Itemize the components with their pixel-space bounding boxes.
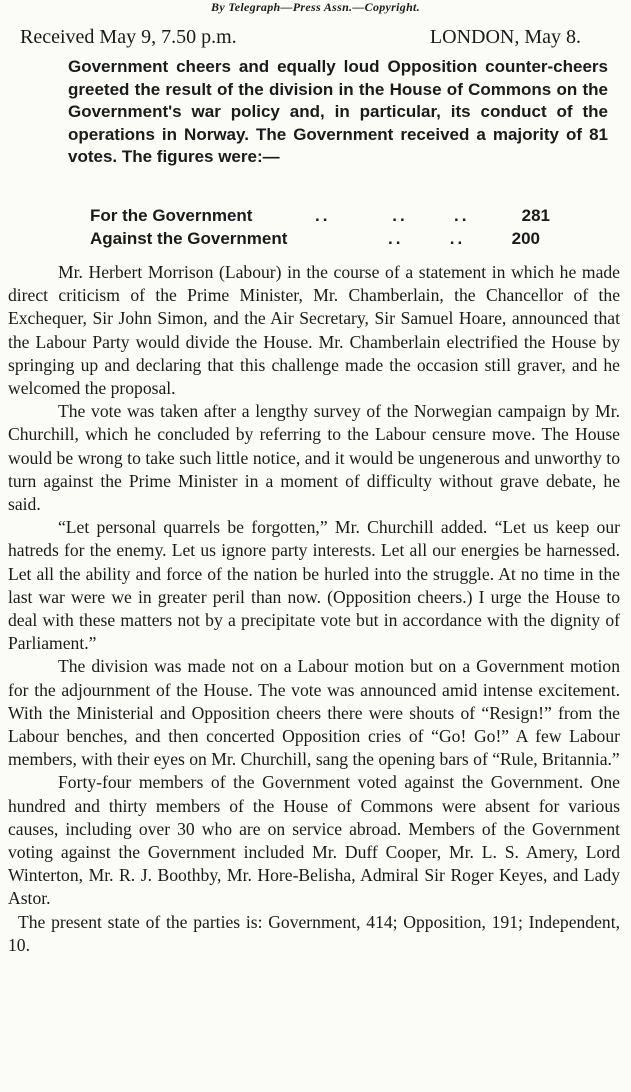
vote-count: 281	[521, 206, 550, 225]
paragraph: Mr. Herbert Morrison (Labour) in the course of a statement in which he made direct criticism of the Prime Minister, Mr. Chamberlain, the Chancellor of the Exchequer, Sir John Simon, and the Air Secretary, Sir Samuel Hoare, announced that the Labour Party would divide the House. Mr. Chamberlain electrified the House by springing up and declaring that this challenge made the occasion still graver, and he welcomed the proposal.	[8, 262, 620, 399]
paragraph: The division was made not on a Labour motion but on a Government motion for the adjournment of the House. The vote was announced amid intense excitement. With the Ministerial and Opposition cheers there were shouts of “Resign!” from the Labour benches, and then concerted Opposition cries of “Go! Go!” A few Labour members, with their eyes on Mr. Churchill, sang the opening bars of “Rule, Britannia.”	[8, 656, 620, 770]
lead-paragraph: Government cheers and equally loud Opposition counter-cheers greeted the result of the division in the House of Commons on the Government's war policy and, in particular, its conduct of the operations in Norway. The Government received a majority of 81 votes. The figures were:—	[68, 57, 608, 167]
paragraph: “Let personal quarrels be forgotten,” Mr. Churchill added. “Let us keep our hatreds for the enemy. Let us ignore party interests. Let all our energies be harnessed. Let all the ability and force of the nation be hurled into the struggle. At no time in the last war were we in greater peril than now. (Opposition cheers.) I urge the House to deal with these matters not by a precipitate vote but in accordance with the dignity of Parliament.”	[8, 517, 620, 654]
vote-count: 200	[511, 229, 540, 248]
dateline	[20, 26, 581, 49]
leader-dots: .. ..	[388, 229, 466, 248]
leader-dots: .. .. ..	[315, 206, 470, 225]
paragraph: The vote was taken after a lengthy survey of the Norwegian campaign by Mr. Churchill, which he concluded by referring to the Labour censure move. The House would be wrong to take such little notice, and it would be ungenerous and unworthy to turn against the Prime Minister in a moment of difficulty without grave debate, he said.	[8, 401, 620, 515]
vote-label: Against the Government	[90, 229, 288, 248]
paragraph: The present state of the parties is: Government, 414; Opposition, 191; Independent, 10.	[8, 911, 620, 955]
wire-credit: By Telegraph—Press Assn.—Copyright.	[211, 0, 420, 14]
paragraph: Forty-four members of the Government voted against the Government. One hundred and thirty members of the House of Commons were absent for various causes, including over 30 who are on service abroad. Members of the Government voting against the Government included Mr. Duff Cooper, Mr. L. S. Amery, Lord Winterton, Mr. R. J. Boothby, Mr. Hore-Belisha, Admiral Sir Roger Keyes, and Lady Astor.	[8, 772, 620, 909]
article-body	[8, 261, 620, 957]
dateline-place: LONDON, May 8.	[429, 26, 581, 48]
vote-label: For the Government	[90, 206, 253, 225]
received-time: Received May 9, 7.50 p.m.	[20, 26, 237, 48]
